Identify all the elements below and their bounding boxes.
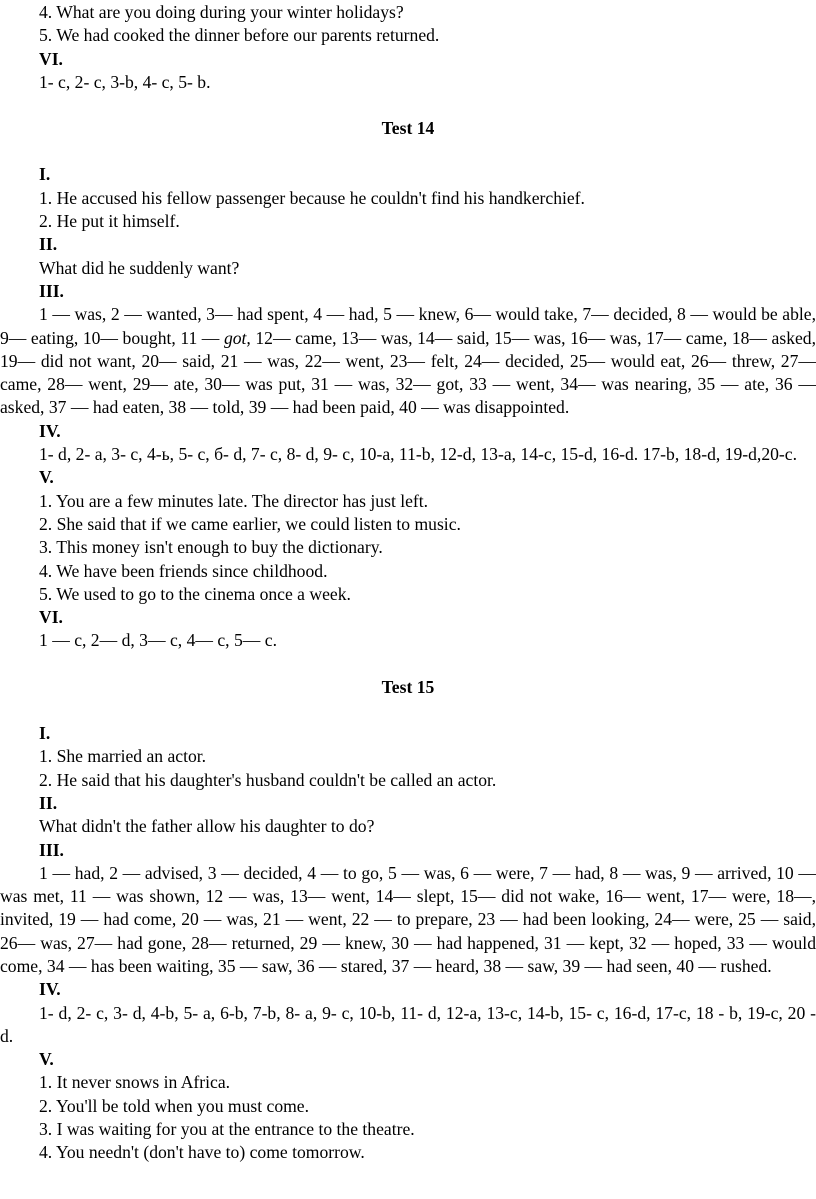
answer-paragraph: 1 — had, 2 — advised, 3 — decided, 4 — to go, 5 — was, 6 — were, 7 — had, 8 — was, 9 — arrived, 10 — was met, 11 — was shown, 12 — was, 13— went, 14— slept, 15— did not wake, 16— went, 17— were, 18—, invited, 19 — had come, 20 — was, 21 — went, 22 — to prepare, 23 — had been looking, 24— were, 25 — said, 26— was, 27— had gone, 28— returned, 29 — knew, 30 — had happened, 31 — kept, 32 — hoped, 33 — would come, 34 — has been waiting, 35 — saw, 36 — stared, 37 — heard, 38 — saw, 39 — had seen, 40 — rushed. bbox=[0, 862, 816, 976]
answer-line: 2. You'll be told when you must come. bbox=[39, 1095, 310, 1116]
section-heading: IV. bbox=[39, 420, 61, 441]
answer-line: 1. You are a few minutes late. The director has just left. bbox=[39, 490, 429, 511]
answer-line: 4. What are you doing during your winter holidays? bbox=[39, 2, 404, 22]
answer-text: 12— came, 13— was, 14— said, 15— was, 16— was, 17— came, 18— asked, 19— did not want, 20— said, 21 — was, 22— went, 23— felt, 24— decided, 25— would eat, 26— threw, 27— came, 28— went, 29— ate, 30— was put, 31 — was, 32— got, 33 — went, 34— was nearing, 35 — ate, 36 — asked, 37 — had eaten, 38 — told, 39 — had been paid, 40 — was disappointed. bbox=[0, 327, 816, 418]
answer-paragraph: 1- d, 2- a, 3- c, 4-ь, 5- c, б- d, 7- c, 8- d, 9- c, 10-a, 11-b, 12-d, 13-a, 14-c, 15-d, 16-d. 17-b, 18-d, 19-d,20-c. bbox=[39, 444, 797, 465]
answer-line: 3. I was waiting for you at the entrance to the theatre. bbox=[39, 1119, 415, 1140]
answer-paragraph bbox=[0, 303, 816, 419]
test-title: Test 14 bbox=[381, 118, 435, 139]
answer-line: 5. We used to go to the cinema once a week. bbox=[39, 583, 351, 604]
answer-line: 2. She said that if we came earlier, we could listen to music. bbox=[39, 513, 461, 534]
answer-line: 2. He said that his daughter's husband couldn't be called an actor. bbox=[39, 769, 497, 790]
test-title: Test 15 bbox=[381, 676, 435, 697]
answer-paragraph: 1- d, 2- c, 3- d, 4-b, 5- a, 6-b, 7-b, 8- a, 9- c, 10-b, 11- d, 12-a, 13-c, 14-b, 15- c, 16-d, 17-c, 18 - b, 19-c, 20 - d. bbox=[0, 1002, 816, 1046]
section-heading: V. bbox=[39, 1049, 54, 1070]
section-heading: II. bbox=[39, 234, 58, 255]
answer-line: What did he suddenly want? bbox=[39, 257, 240, 278]
answer-line: 5. We had cooked the dinner before our parents returned. bbox=[39, 25, 440, 46]
answer-line: 2. He put it himself. bbox=[39, 211, 180, 232]
section-heading: VI. bbox=[39, 48, 63, 69]
answer-text: 1 — was, 2 — wanted, 3— had spent, 4 — had, 5 — knew, 6— would take, 7— decided, 8 — would be able, 9— eating, 10— bought, 11 — bbox=[0, 304, 816, 348]
answer-line: 4. We have been friends since childhood. bbox=[39, 560, 328, 581]
answer-line: 1- c, 2- c, 3-b, 4- c, 5- b. bbox=[39, 71, 211, 92]
answer-line: 1. He accused his fellow passenger because he couldn't find his handkerchief. bbox=[39, 187, 585, 208]
section-heading: I. bbox=[39, 723, 51, 744]
answer-line: 1. She married an actor. bbox=[39, 746, 207, 767]
answer-line: 1 — c, 2— d, 3— c, 4— c, 5— c. bbox=[39, 630, 277, 651]
answer-line: 3. This money isn't enough to buy the dictionary. bbox=[39, 537, 383, 558]
answer-line: What didn't the father allow his daughter to do? bbox=[39, 816, 375, 837]
section-heading: VI. bbox=[39, 607, 63, 628]
section-heading: II. bbox=[39, 792, 58, 813]
section-heading: III. bbox=[39, 839, 64, 860]
answer-line: 1. It never snows in Africa. bbox=[39, 1072, 231, 1093]
section-heading: V. bbox=[39, 467, 54, 488]
section-heading: III. bbox=[39, 280, 64, 301]
answer-line: 4. You needn't (don't have to) come tomorrow. bbox=[39, 1142, 365, 1163]
answer-text-italic: got, bbox=[223, 327, 251, 348]
section-heading: IV. bbox=[39, 979, 61, 1000]
section-heading: I. bbox=[39, 164, 51, 185]
